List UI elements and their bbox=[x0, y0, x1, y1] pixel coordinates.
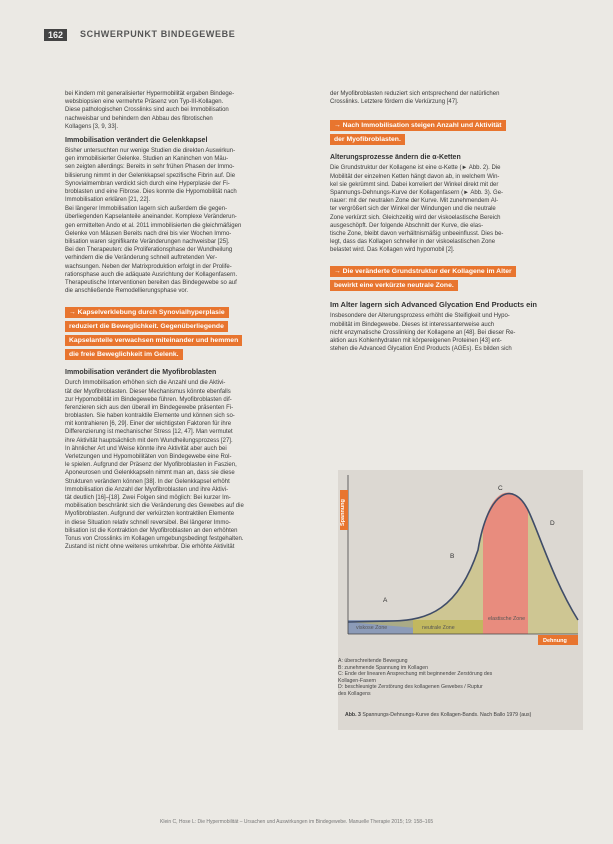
text-line: tät deutlich [16]–[18]. Zwei Folgen sind möglich: Bei kurzer Im- bbox=[65, 494, 231, 501]
intro-paragraph-right bbox=[330, 90, 565, 106]
text-line: Synovialmembran verdickt sich durch eine Hyperplasie der Fi- bbox=[65, 180, 230, 187]
text-line: belastet wird. Das Kollagen wird hypomobil [2]. bbox=[330, 247, 455, 254]
legend-line: Kollagen-Fasern bbox=[338, 677, 377, 684]
callout-line: bewirkt eine verkürzte neutrale Zone. bbox=[330, 280, 458, 291]
text-line: Durch Immobilisation erhöhen sich die Anzahl und die Aktivi- bbox=[65, 380, 226, 387]
text-line: bei Kindern mit generalisierter Hypermobilität ergaben Bindege- bbox=[65, 91, 235, 97]
figure-legend bbox=[338, 658, 583, 697]
text-line: Verletzungen und Hypomobilitäten von Bindegewebe eine Rol- bbox=[65, 454, 232, 460]
text-line: legt, dass das Kollagen schneller in der viskoelastischen Zone bbox=[330, 239, 496, 246]
text-line: bilisation ist die Kontraktion der Myofibroblasten an den erhöhten bbox=[65, 527, 238, 534]
text-line: Aponeurosen und Gelenkkapseln nimmt man an, dass sie diese bbox=[65, 470, 235, 477]
stress-strain-chart bbox=[338, 470, 583, 660]
text-line: Die Grundstruktur der Kollagene ist eine α-Kette (► Abb. 2). Die bbox=[330, 165, 501, 172]
text-line: Spannungs-Dehnungs-Kurve der Kollagenfasern (► Abb. 3). Ge- bbox=[330, 189, 504, 196]
text-line: wachsungen. Neben der Matrixproduktion erfolgt in der Prolife- bbox=[65, 263, 232, 270]
paragraph-myofibroblasten bbox=[65, 379, 300, 551]
text-line: bilisierung nimmt in der Gelenkkapsel spezifische Fibrin auf. Die bbox=[65, 172, 236, 179]
point-d: D bbox=[550, 520, 555, 527]
text-line: mobilität im Bindegewebe. Dieses ist interessanterweise auch bbox=[330, 321, 495, 328]
callout-line: → Kapselverklebung durch Synovialhyperplasie bbox=[65, 307, 229, 318]
text-line: tische Zone, bleibt davon verhältnismäßig unbeeinflusst. Dies be- bbox=[330, 230, 504, 237]
caption-text bbox=[362, 712, 531, 718]
zone-label-elastic: elastische Zone bbox=[488, 616, 526, 622]
callout-grundstruktur bbox=[330, 266, 565, 294]
text-line: Immobilisation erklären [21, 22]. bbox=[65, 197, 151, 204]
text-line: überliegenden Kapselanteile aneinander. Komplexe Veränderun- bbox=[65, 214, 237, 221]
callout-line: → Die veränderte Grundstruktur der Kollagene im Alter bbox=[330, 266, 516, 277]
paragraph-alpha-ketten bbox=[330, 164, 565, 254]
text-line: broblasten. Sie haben kontraktile Elemente und können sich so- bbox=[65, 413, 235, 420]
legend-line: des Kollagens bbox=[338, 690, 371, 697]
legend-line: A: überschreitende Bewegung bbox=[338, 658, 408, 664]
heading-alterungsprozesse: Alterungsprozesse ändern die α-Ketten bbox=[330, 154, 461, 162]
text-line: ihre Aktivität hauptsächlich mit dem Wundheilungsprozess [27]. bbox=[65, 437, 233, 444]
text-line: Zone verkürzt sich. Gleichzeitig wird der viskoelastische Bereich bbox=[330, 214, 501, 221]
text-line: nauer: mit der neutralen Zone der Kurve. Mit zunehmendem Al- bbox=[330, 198, 499, 205]
text-line: aktion aus Kohlenhydraten mit körpereigenen Proteinen [43] ent- bbox=[330, 338, 502, 344]
text-line: gen ermittelten Ando et al. 2011 immobilisierten die gleichmäßigen bbox=[65, 222, 242, 229]
text-line: broblasten und eine Fibrose. Dies konnte die Hypomobilität nach bbox=[65, 188, 237, 195]
text-line: Mobilität der einzelnen Ketten hängt davon ab, in welchem Win- bbox=[330, 173, 500, 180]
text-line: nachweisbar und behindern den Abbau des fibrotischen bbox=[65, 115, 213, 122]
text-line: Myofibroblasten. Aufgrund der verkürzten kontraktilen Elemente bbox=[65, 511, 235, 518]
text-line: ausgeschöpft. Der folgende Abschnitt der Kurve, die elas- bbox=[330, 222, 484, 229]
text-line: der Myofibroblasten reduziert sich entsprechend der natürlichen bbox=[330, 91, 500, 97]
text-line: rationsphase auch die adäquate Ausrichtung der Kollagenfasern. bbox=[65, 271, 238, 278]
paragraph-gelenkkapsel bbox=[65, 147, 300, 204]
intro-paragraph bbox=[65, 90, 300, 131]
page-footer: Klein C, Hose L: Die Hypermobilität – Ursachen und Auswirkungen im Bindegewebe. Manuelle Therapie 2015; 19: 158–165 bbox=[160, 819, 434, 825]
callout-line: der Myofibroblasten. bbox=[330, 134, 405, 145]
heading-gelenkkapsel: Immobilisation verändert die Gelenkkapsel bbox=[65, 136, 208, 144]
text-line: Bei den Therapeuten: die Proliferationsphase der Wundheilung bbox=[65, 247, 233, 254]
legend-line: C: Ende der linearen Ansprechung mit beginnender Zerstörung des bbox=[338, 671, 493, 677]
caption-line: Ballo 1979 (aus) bbox=[493, 712, 532, 718]
section-title: SCHWERPUNKT BINDEGEWEBE bbox=[80, 29, 236, 39]
legend-line: B: zunehmende Spannung im Kollagen bbox=[338, 664, 428, 671]
text-line: Kollagens [3, 9, 33]. bbox=[65, 123, 119, 130]
text-line: zur Hypomobilität im Bindegewebe führen. Myofibroblasten dif- bbox=[65, 396, 232, 403]
callout-line: reduziert die Beweglichkeit. Gegenüberliegende bbox=[65, 321, 228, 332]
text-line: sen zeigten allerdings: Bereits in sehr frühen Phasen der Immo- bbox=[65, 164, 235, 171]
heading-myofibroblasten: Immobilisation verändert die Myofibroblasten bbox=[65, 369, 217, 377]
text-line: Immobilisation die Anzahl der Myofibroblasten und ihre Aktivi- bbox=[65, 486, 229, 493]
callout-kapselverklebung bbox=[65, 307, 300, 363]
text-line: mit kontrahieren [6, 29]. Einer der wichtigsten Faktoren für ihre bbox=[65, 421, 232, 428]
point-a: A bbox=[383, 597, 388, 604]
text-line: le spielen. Aufgrund der Präsenz der Myofibroblasten in Faszien, bbox=[65, 462, 237, 469]
point-c: C bbox=[498, 485, 503, 492]
text-line: Zustand ist nicht ohne weiteres umkehrbar. Die erhöhte Aktivität bbox=[65, 544, 235, 551]
callout-line: Kapselanteile verwachsen miteinander und hemmen bbox=[65, 335, 242, 346]
text-line: websbiopsien eine vermehrte Präsenz von Typ-III-Kollagen. bbox=[65, 99, 224, 106]
x-axis-label: Dehnung bbox=[543, 638, 567, 644]
text-line: ter vergrößert sich der Winkel der Windungen und die neutrale bbox=[330, 206, 496, 213]
paragraph-ages bbox=[330, 312, 565, 353]
zone-label-viscous: viskose Zone bbox=[356, 625, 388, 631]
figure-caption bbox=[345, 712, 580, 719]
text-line: bilisation waren signifikante Veränderungen nachweisbar [25]. bbox=[65, 239, 230, 245]
text-line: Diese pathologischen Crosslinks sind auch bei Immobilisation bbox=[65, 107, 229, 114]
text-line: Insbesondere der Alterungsprozess erhöht die Steifigkeit und Hypo- bbox=[330, 313, 510, 320]
text-line: Tonus von Crosslinks im Kollagen umgebungsbedingt festgehalten. bbox=[65, 535, 244, 542]
left-column bbox=[65, 90, 300, 551]
paragraph-immobilisation bbox=[65, 205, 300, 295]
text-line: Strukturen verändern können [38]. In der Gelenkkapsel erhöht bbox=[65, 478, 230, 485]
text-line: ferenzieren sich aus den überall im Bindegewebe präsenten Fi- bbox=[65, 404, 234, 411]
text-line: Differenzierung ist mechanischer Stress [12, 47]. Man vermutet bbox=[65, 429, 233, 436]
right-column bbox=[330, 90, 565, 353]
text-line: Bisher untersuchten nur wenige Studien die direkten Auswirkun- bbox=[65, 147, 236, 154]
text-line: gen immobilisierter Gelenke. Studien an Kaninchen von Mäu- bbox=[65, 156, 229, 163]
callout-line: die freie Beweglichkeit im Gelenk. bbox=[65, 349, 183, 360]
text-line: verhindern die die Veränderung schnell auftretenden Ver- bbox=[65, 255, 218, 262]
text-line: mobilisation beschränkt sich die Veränderung des Gewebes auf die bbox=[65, 503, 244, 510]
text-line: stehen die Advanced Glycation End Products (AGEs). Es bilden sich bbox=[330, 346, 512, 353]
point-b: B bbox=[450, 553, 455, 560]
text-line: Bei längerer Immobilisation lagern sich außerdem die gegen- bbox=[65, 206, 228, 213]
caption-label: Abb. 3 bbox=[345, 712, 361, 718]
y-axis-label: Spannung bbox=[340, 499, 346, 526]
text-line: nicht enzymatische Crosslinking der Kollagene an [48]. Bei dieser Re- bbox=[330, 329, 516, 336]
zone-label-neutral: neutrale Zone bbox=[422, 625, 455, 631]
text-line: Crosslinks. Letztere fördern die Verkürzung [47]. bbox=[330, 99, 459, 106]
page-number: 162 bbox=[44, 29, 67, 41]
callout-line: → Nach Immobilisation steigen Anzahl und Aktivität bbox=[330, 120, 506, 131]
elastic-area bbox=[483, 493, 528, 634]
text-line: Therapeutische Interventionen bereiten das Bindegewebe so auf bbox=[65, 279, 237, 286]
text-line: Gelenke von Mäusen Bereits nach drei bis vier Wochen Immo- bbox=[65, 230, 232, 237]
text-line: tät der Myofibroblasten. Dieser Mechanismus könnte ebenfalls bbox=[65, 388, 231, 395]
text-line: In ähnlicher Art und Weise könnte ihre Aktivität aber auch bei bbox=[65, 445, 227, 452]
legend-line: D: beschleunigte Zerstörung des kollagenen Gewebes / Ruptur bbox=[338, 684, 483, 690]
caption-line: Spannungs-Dehnungs-Kurve des Kollagen-Bands. Nach bbox=[362, 712, 493, 718]
callout-myofibroblasten bbox=[330, 120, 565, 148]
text-line: in diese Situation relativ schnell reversibel. Bei längerer Immo- bbox=[65, 519, 231, 526]
text-line: kel sie gekrümmt sind. Dabei korreliert der Winkel direkt mit der bbox=[330, 181, 499, 188]
text-line: die anschließende Remodellierungsphase vor. bbox=[65, 288, 189, 295]
heading-ages: Im Alter lagern sich Advanced Glycation End Products ein bbox=[330, 300, 537, 310]
